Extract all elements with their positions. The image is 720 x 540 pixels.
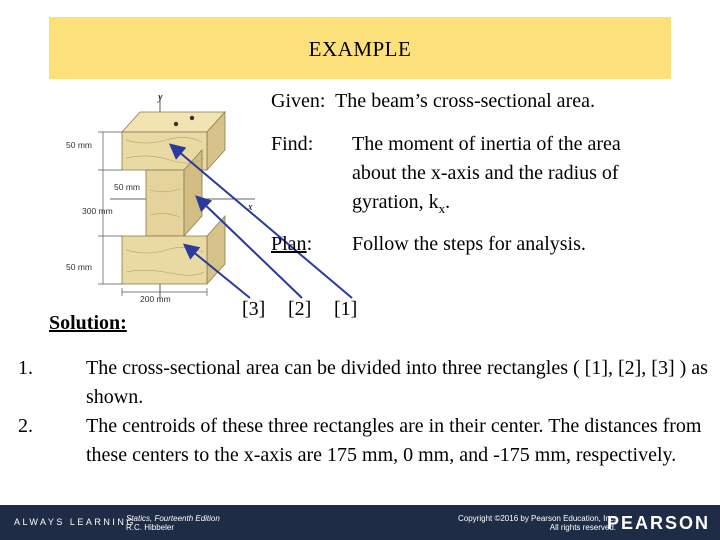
find-text: The moment of inertia of the area about the x-axis and the radius of gyration, $k_x$. [352, 133, 621, 216]
arrow-bracket-1 [172, 146, 352, 298]
book-info: Statics, Fourteenth Edition R.C. Hibbeler [126, 514, 220, 532]
y-axis-label: y [158, 92, 163, 103]
bracket-label-1: [1] [334, 298, 358, 320]
bracket-label-3: [3] [242, 298, 266, 320]
find-label-row: Find: [271, 133, 314, 155]
always-learning-logo: ALWAYS LEARNING [14, 517, 136, 527]
plan-label: Plan [271, 233, 307, 255]
given-text: The beam’s cross-sectional area. [335, 90, 595, 112]
bracket-label-2: [2] [288, 298, 312, 320]
solution-heading: Solution: [49, 312, 127, 334]
given-row: Given: The beam’s cross-sectional area. [271, 90, 595, 112]
dim-width: 200 mm [140, 294, 171, 304]
plan-row: Plan: [271, 233, 313, 255]
list-item: 2. The centroids of these three rectangles are in their center. The distances from these centers to the x-axis are 175 mm, 0 mm, and -175 mm, respectively. [18, 415, 702, 466]
dim-height: 300 mm [82, 206, 113, 216]
steps-list [18, 354, 708, 470]
arrow-bracket-3 [186, 246, 250, 298]
slide-title: EXAMPLE [308, 37, 412, 61]
dim-top-flange: 50 mm [66, 140, 92, 150]
list-item: 1. The cross-sectional area can be divided into three rectangles ( [1], [2], [3] ) as shown. [18, 357, 708, 408]
dim-bottom-flange: 50 mm [66, 262, 92, 272]
dim-web: 50 mm [114, 182, 140, 192]
pearson-logo: PEARSON [606, 513, 710, 533]
find-label: Find [271, 133, 308, 155]
plan-text: Follow the steps for analysis. [352, 233, 586, 255]
x-axis-label: x [248, 202, 253, 213]
footer [0, 505, 720, 540]
given-label: Given [271, 90, 320, 112]
copyright: Copyright ©2016 by Pearson Education, Inc. All rights reserved. [458, 514, 616, 532]
